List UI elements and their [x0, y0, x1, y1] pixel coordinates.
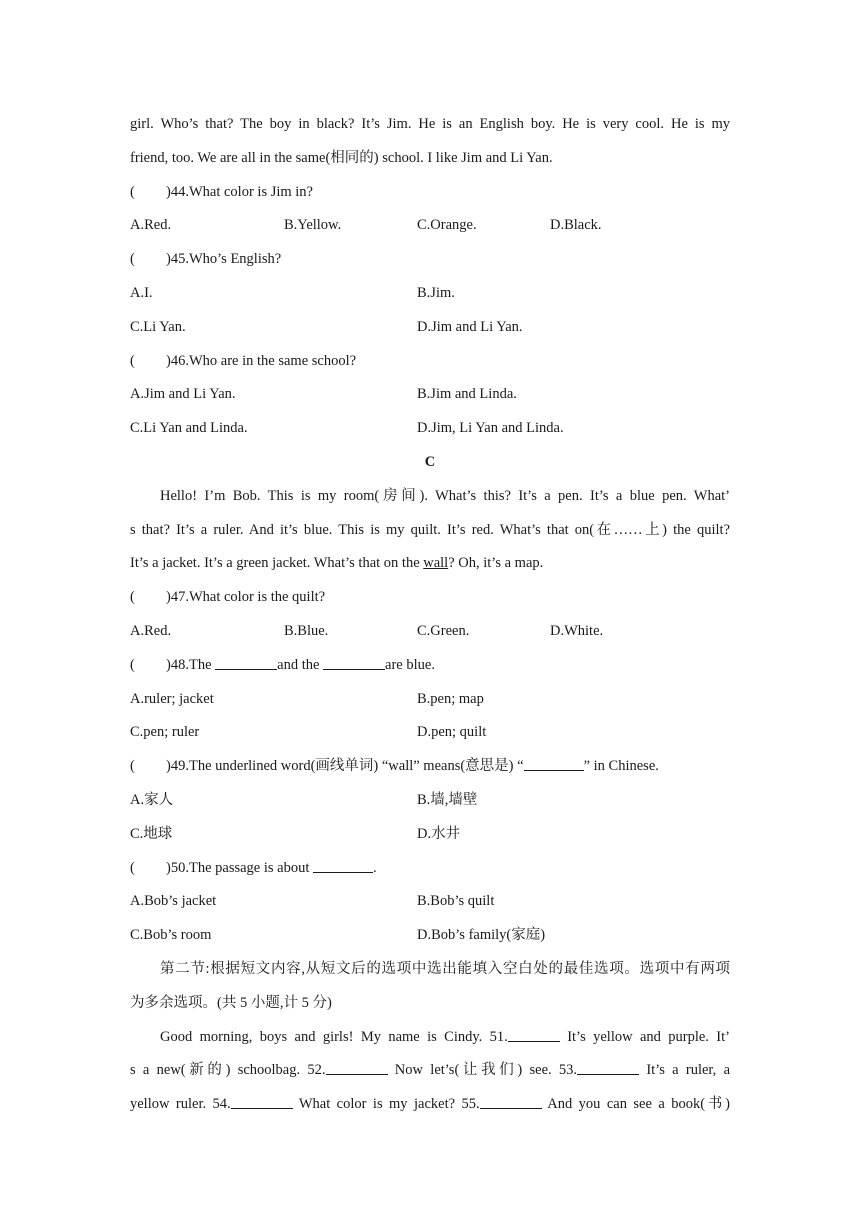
- option-b[interactable]: B.Jim.: [417, 284, 455, 301]
- answer-paren[interactable]: (: [130, 589, 135, 606]
- options-50: [130, 885, 730, 919]
- option-b[interactable]: B.Bob’s quilt: [417, 893, 495, 910]
- options-45: [130, 311, 730, 345]
- document-page: [130, 108, 730, 1122]
- option-a[interactable]: A.Red.: [130, 217, 172, 234]
- option-d[interactable]: D.Black.: [550, 217, 602, 234]
- option-c[interactable]: C.pen; ruler: [130, 724, 200, 741]
- options-44: [130, 209, 730, 243]
- question-text: 45.Who’s English?: [170, 251, 282, 268]
- option-d[interactable]: D.pen; quilt: [417, 724, 487, 741]
- options-49: [130, 784, 730, 818]
- option-c[interactable]: C.Li Yan and Linda.: [130, 420, 248, 437]
- option-a[interactable]: A.I.: [130, 284, 153, 301]
- underlined-word: wall: [423, 555, 449, 572]
- option-a[interactable]: A.家人: [130, 791, 174, 808]
- option-c[interactable]: C.Green.: [417, 622, 470, 639]
- option-c[interactable]: C.Bob’s room: [130, 927, 212, 944]
- blank-line[interactable]: [231, 1094, 293, 1109]
- question-44: ( )44.What color is Jim in?: [130, 176, 730, 210]
- question-46: ( )46.Who are in the same school?: [130, 345, 730, 379]
- question-text: 46.Who are in the same school?: [170, 352, 357, 369]
- section-c-title: C: [424, 453, 436, 470]
- question-50: ( )50.The passage is about .: [130, 852, 730, 886]
- options-46: [130, 378, 730, 412]
- option-b[interactable]: B.墙,墙壁: [417, 791, 478, 808]
- option-a[interactable]: A.Red.: [130, 622, 172, 639]
- passage-d-line: Good morning, boys and girls! My name is Cindy. 51. It’s yellow and purple. It’: [160, 1028, 730, 1045]
- section-2-instruction: 第二节:根据短文内容,从短文后的选项中选出能填入空白处的最佳选项。选项中有两项: [160, 960, 730, 977]
- question-text: 47.What color is the quilt?: [170, 589, 326, 606]
- option-a[interactable]: A.ruler; jacket: [130, 690, 214, 707]
- passage-d-line: s a new(新的) schoolbag. 52. Now let’s(让我们) see. 53. It’s a ruler, a: [130, 1062, 731, 1079]
- option-b[interactable]: B.Yellow.: [284, 217, 342, 234]
- option-b[interactable]: B.Jim and Linda.: [417, 386, 517, 403]
- option-d[interactable]: D.Jim and Li Yan.: [417, 318, 523, 335]
- question-47: ( )47.What color is the quilt?: [130, 581, 730, 615]
- options-46: [130, 412, 730, 446]
- blank-line[interactable]: [524, 756, 584, 771]
- blank-line[interactable]: [215, 655, 277, 670]
- question-text: 44.What color is Jim in?: [170, 183, 313, 200]
- options-48: [130, 683, 730, 717]
- passage-c-line: Hello! I’m Bob. This is my room(房间). What’s this? It’s a pen. It’s a blue pen. What’: [160, 487, 730, 504]
- answer-paren[interactable]: (: [130, 859, 135, 876]
- question-49: ( )49.The underlined word(画线单词) “wall” means(意思是) “ ” in Chinese.: [130, 750, 730, 784]
- blank-line[interactable]: [323, 655, 385, 670]
- answer-paren[interactable]: (: [130, 656, 135, 673]
- passage-c-line: It’s a jacket. It’s a green jacket. What’s that on the wall? Oh, it’s a map.: [130, 555, 544, 572]
- answer-paren[interactable]: (: [130, 251, 135, 268]
- options-45: [130, 277, 730, 311]
- blank-line[interactable]: [480, 1094, 542, 1109]
- options-47: [130, 615, 730, 649]
- section-2-instruction: 为多余选项。(共 5 小题,计 5 分): [130, 994, 332, 1011]
- option-d[interactable]: D.White.: [550, 622, 604, 639]
- passage-b-line: friend, too. We are all in the same(相同的) school. I like Jim and Li Yan.: [130, 149, 553, 166]
- answer-paren[interactable]: (: [130, 183, 135, 200]
- option-d[interactable]: D.Bob’s family(家庭): [417, 927, 546, 944]
- option-c[interactable]: C.地球: [130, 825, 173, 842]
- option-c[interactable]: C.Li Yan.: [130, 318, 186, 335]
- option-d[interactable]: D.水井: [417, 825, 461, 842]
- answer-paren[interactable]: (: [130, 758, 135, 775]
- blank-line[interactable]: [313, 858, 373, 873]
- options-48: [130, 716, 730, 750]
- passage-d-line: yellow ruler. 54. What color is my jacket? 55. And you can see a book(书): [130, 1096, 731, 1113]
- option-b[interactable]: B.pen; map: [417, 690, 484, 707]
- question-48: ( )48.The and the are blue.: [130, 649, 730, 683]
- options-50: [130, 919, 730, 953]
- blank-line[interactable]: [577, 1060, 639, 1075]
- option-c[interactable]: C.Orange.: [417, 217, 477, 234]
- option-a[interactable]: A.Jim and Li Yan.: [130, 386, 236, 403]
- blank-line[interactable]: [326, 1060, 388, 1075]
- question-45: ( )45.Who’s English?: [130, 243, 730, 277]
- option-d[interactable]: D.Jim, Li Yan and Linda.: [417, 420, 564, 437]
- answer-paren[interactable]: (: [130, 352, 135, 369]
- option-a[interactable]: A.Bob’s jacket: [130, 893, 217, 910]
- passage-c-line: s that? It’s a ruler. And it’s blue. This is my quilt. It’s red. What’s that on(在……上) the quilt?: [130, 521, 730, 538]
- options-49: [130, 818, 730, 852]
- passage-b-line: girl. Who’s that? The boy in black? It’s Jim. He is an English boy. He is very cool. He is my: [130, 116, 730, 132]
- blank-line[interactable]: [508, 1027, 560, 1042]
- option-b[interactable]: B.Blue.: [284, 622, 329, 639]
